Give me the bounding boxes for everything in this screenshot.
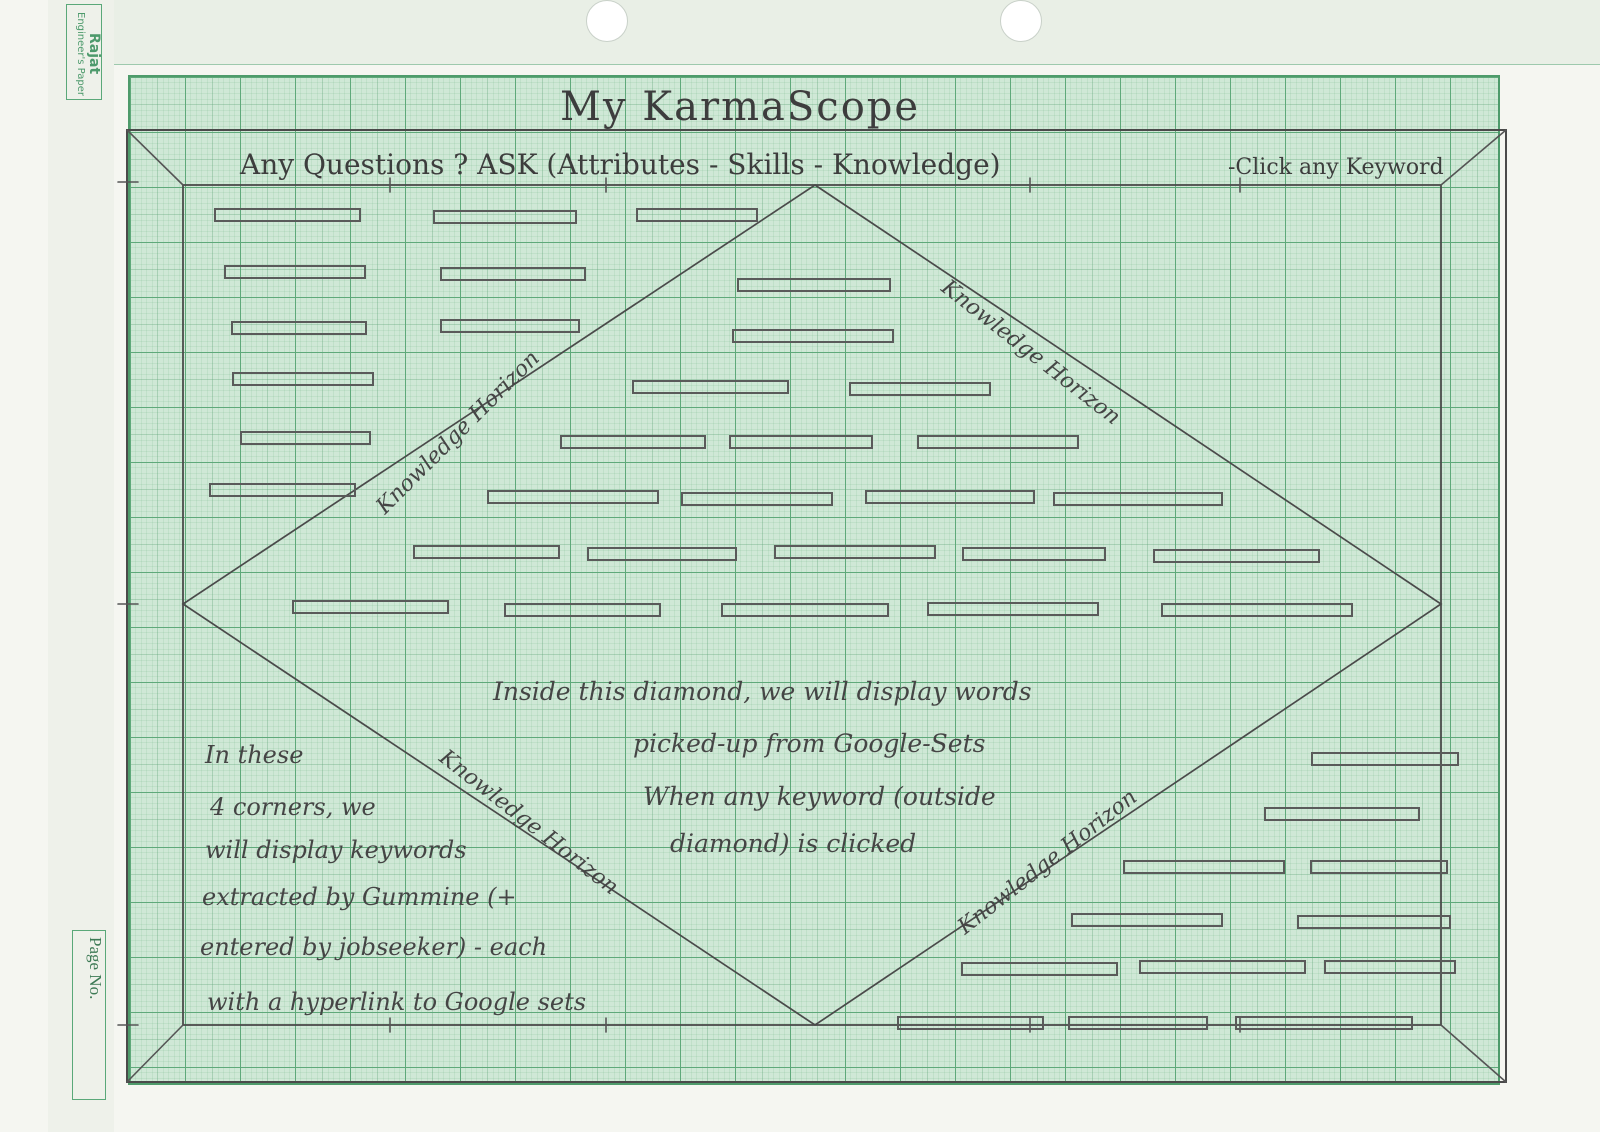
page-title: My KarmaScope (560, 84, 921, 130)
keyword-box[interactable] (733, 330, 893, 342)
center-note-line: picked-up from Google-Sets (633, 729, 986, 758)
keyword-box[interactable] (633, 381, 788, 393)
keyword-box[interactable] (1325, 961, 1455, 973)
keyword-box[interactable] (1069, 1017, 1207, 1029)
keyword-box[interactable] (441, 320, 579, 332)
keyword-box[interactable] (505, 604, 660, 616)
keyword-box[interactable] (1265, 808, 1419, 820)
keyword-box[interactable] (898, 1017, 1043, 1029)
keyword-box[interactable] (215, 209, 360, 221)
corner-note-line: extracted by Gummine (+ (202, 883, 517, 911)
corner-note-line: with a hyperlink to Google sets (207, 988, 587, 1016)
bevel-top-left (127, 130, 183, 185)
keyword-box[interactable] (241, 432, 370, 444)
keyword-box[interactable] (637, 209, 757, 221)
keyword-box[interactable] (434, 211, 576, 223)
keyword-box[interactable] (1072, 914, 1222, 926)
corner-note-line: entered by jobseeker) - each (200, 933, 548, 961)
keyword-box[interactable] (488, 491, 658, 503)
keyword-box[interactable] (1162, 604, 1352, 616)
keyword-box[interactable] (866, 491, 1034, 503)
header-prompt: Any Questions ? ASK (Attributes - Skills - Knowledge) (240, 148, 1001, 181)
keyword-box[interactable] (210, 484, 355, 496)
keyword-box[interactable] (233, 373, 373, 385)
horizon-label-lower-right: Knowledge Horizon (953, 784, 1142, 940)
keyword-box[interactable] (441, 268, 585, 280)
center-note-line: When any keyword (outside (643, 782, 996, 811)
keyword-box[interactable] (963, 548, 1105, 560)
keyword-box[interactable] (232, 322, 366, 334)
keyword-box[interactable] (588, 548, 736, 560)
keyword-box[interactable] (1236, 1017, 1412, 1029)
corner-note-line: In these (205, 741, 304, 769)
keyword-box[interactable] (738, 279, 890, 291)
keyword-box[interactable] (682, 493, 832, 505)
keyword-box[interactable] (1124, 861, 1284, 873)
header-action-link[interactable]: -Click any Keyword (1228, 155, 1444, 180)
keyword-box[interactable] (730, 436, 872, 448)
keyword-box[interactable] (561, 436, 705, 448)
corner-note-line: 4 corners, we (210, 793, 376, 821)
horizon-label-upper-right: Knowledge Horizon (936, 275, 1125, 431)
brand-name: Rajat (86, 32, 102, 75)
keyword-box[interactable] (1312, 753, 1458, 765)
keyword-box[interactable] (962, 963, 1117, 975)
keyword-box[interactable] (293, 601, 448, 613)
horizon-label-upper-left: Knowledge Horizon (371, 346, 545, 520)
keyword-box[interactable] (414, 546, 559, 558)
keyword-box[interactable] (1054, 493, 1222, 505)
page-number-label: Page No. (86, 937, 105, 1000)
keyword-box[interactable] (850, 383, 990, 395)
brand-subtitle: Engineer's Paper (75, 11, 86, 96)
keyword-box[interactable] (1298, 916, 1450, 928)
corner-note-line: will display keywords (205, 836, 467, 864)
keyword-box[interactable] (1311, 861, 1447, 873)
center-note-line: Inside this diamond, we will display words (493, 677, 1032, 706)
bevel-bottom-left (127, 1025, 183, 1082)
bevel-bottom-right (1441, 1025, 1506, 1082)
keyword-box[interactable] (1140, 961, 1305, 973)
keyword-box[interactable] (722, 604, 888, 616)
keyword-box[interactable] (1154, 550, 1319, 562)
horizon-label-lower-left: Knowledge Horizon (434, 745, 623, 901)
center-note-line: diamond) is clicked (670, 829, 917, 858)
bevel-top-right (1441, 130, 1506, 185)
keyword-box[interactable] (918, 436, 1078, 448)
keyword-box[interactable] (775, 546, 935, 558)
keyword-box[interactable] (928, 603, 1098, 615)
keyword-box[interactable] (225, 266, 365, 278)
